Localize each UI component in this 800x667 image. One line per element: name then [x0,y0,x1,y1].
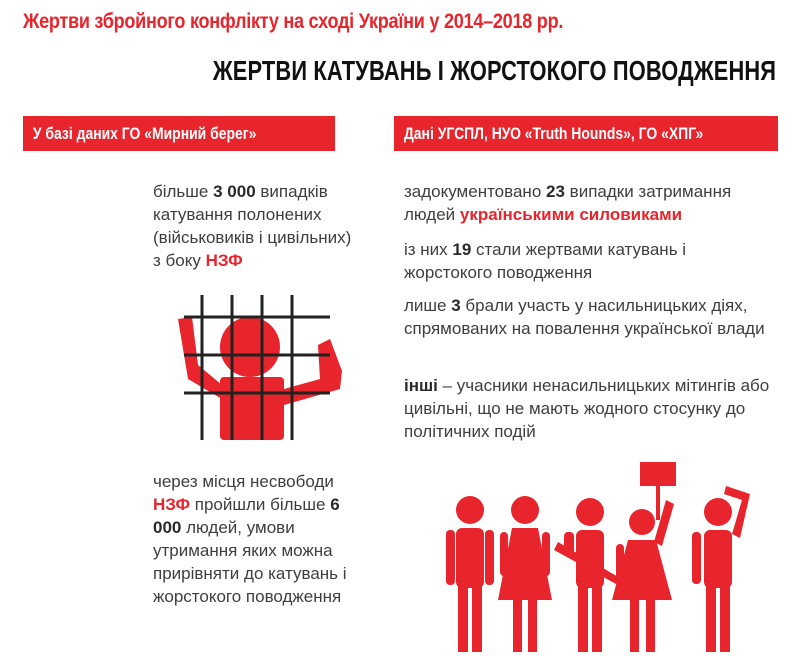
left-stat-2: через місця несвободи НЗФ пройшли більше 6 000 людей, умови утримання яких можна прирівняти до катувань і жорстокого поводження [153,472,347,606]
right-stat-4: інші – учасники ненасильницьких мітингів або цивільні, що не мають жодного стосунку до політичних подій [404,376,770,441]
page-title: ЖЕРТВИ КАТУВАНЬ І ЖОРСТОКОГО ПОВОДЖЕННЯ [212,55,776,86]
left-source-banner: У базі даних ГО «Мирний берег» [23,116,335,151]
right-stat-1: задокументовано 23 випадки затримання людей українськими силовиками [404,182,732,224]
prisoner-behind-bars-icon [170,295,355,440]
right-source-banner: Дані УГСПЛ, НУО «Truth Hounds», ГО «ХПГ» [394,116,778,151]
infographic-subtitle: Жертви збройного конфлікту на сході України у 2014–2018 рр. [23,10,564,33]
right-stat-3: лише 3 брали участь у насильницьких діях, спрямованих на повалення української влади [404,296,765,338]
left-stat-1: більше 3 000 випадків катування полонених (військовиків і цивільних) з боку НЗФ [153,182,352,270]
group-of-people-icon [440,460,775,655]
right-stat-2: із них 19 стали жертвами катувань і жорстокого поводження [404,240,687,282]
